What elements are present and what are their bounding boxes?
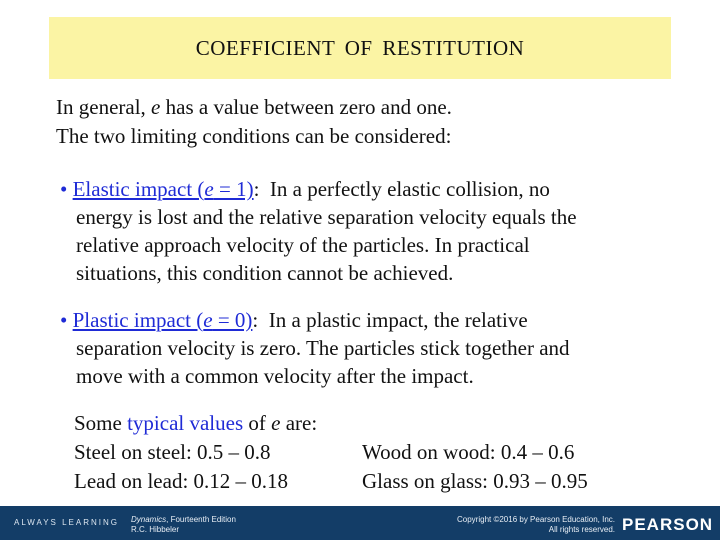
book-credit: [131, 515, 236, 535]
book-title-line: [131, 515, 236, 525]
intro-line-1: [56, 93, 676, 122]
pearson-logo: PEARSON: [622, 515, 714, 534]
value-steel-on-steel: Steel on steel: 0.5 – 0.8: [74, 440, 271, 464]
bullet-elastic-impact: [60, 175, 670, 287]
title-banner: [49, 17, 671, 79]
book-edition: , Fourteenth Edition: [166, 515, 236, 524]
variable-e: e: [151, 95, 161, 119]
typical-values-row: [74, 438, 674, 467]
term-colon: :: [253, 177, 260, 201]
bullet-line: relative approach velocity of the particles. In practical: [76, 233, 530, 257]
variable-e: e: [204, 177, 214, 201]
book-title: Dynamics: [131, 515, 167, 524]
intro-text-pre: In general,: [56, 95, 152, 119]
variable-e: e: [271, 411, 281, 435]
elastic-impact-term: [73, 177, 254, 201]
bullet-line: separation velocity is zero. The particles stick together and: [76, 336, 570, 360]
value-wood-on-wood: Wood on wood: 0.4 – 0.6: [362, 440, 575, 464]
bullet-line-1: In a perfectly elastic collision, no: [259, 177, 550, 201]
bullet-marker: •: [60, 308, 68, 332]
intro-line-2: The two limiting conditions can be considered:: [56, 124, 452, 148]
typical-values-row: [74, 467, 674, 496]
bullet-line: energy is lost and the relative separation velocity equals the: [76, 205, 577, 229]
bullet-marker: •: [60, 177, 68, 201]
intro-text: [56, 93, 676, 151]
typical-values: [74, 409, 674, 496]
value-lead-on-lead: Lead on lead: 0.12 – 0.18: [74, 469, 289, 493]
heading-mid: of: [243, 411, 272, 435]
bullet-plastic-impact: [60, 306, 670, 390]
rights-line: All rights reserved.: [548, 525, 615, 534]
bullet-first-line: [60, 175, 670, 203]
heading-pre: Some: [74, 411, 128, 435]
bullet-line: move with a common velocity after the impact.: [76, 364, 474, 388]
bullet-first-line: [60, 306, 670, 334]
copyright-line: Copyright ©2016 by Pearson Education, Inc.: [457, 515, 615, 524]
typical-values-highlight: typical values: [127, 411, 244, 435]
slide-title: COEFFICIENT OF RESTITUTION: [195, 35, 525, 60]
variable-e: e: [203, 308, 213, 332]
term-pre: Plastic impact (: [72, 308, 204, 332]
term-post: = 1): [213, 177, 254, 201]
term-colon: :: [252, 308, 259, 332]
author: R.C. Hibbeler: [131, 525, 180, 534]
always-learning-logo: ALWAYS LEARNING: [14, 518, 119, 527]
footer-bar: [0, 506, 720, 540]
bullet-line: situations, this condition cannot be achieved.: [76, 261, 454, 285]
value-glass-on-glass: Glass on glass: 0.93 – 0.95: [362, 469, 588, 493]
typical-values-heading: [74, 409, 674, 438]
intro-text-post: has a value between zero and one.: [160, 95, 452, 119]
copyright-notice: [395, 515, 615, 535]
term-post: = 0): [212, 308, 253, 332]
heading-post: are:: [280, 411, 318, 435]
bullet-line-1: In a plastic impact, the relative: [258, 308, 528, 332]
plastic-impact-term: [73, 308, 253, 332]
term-pre: Elastic impact (: [72, 177, 205, 201]
